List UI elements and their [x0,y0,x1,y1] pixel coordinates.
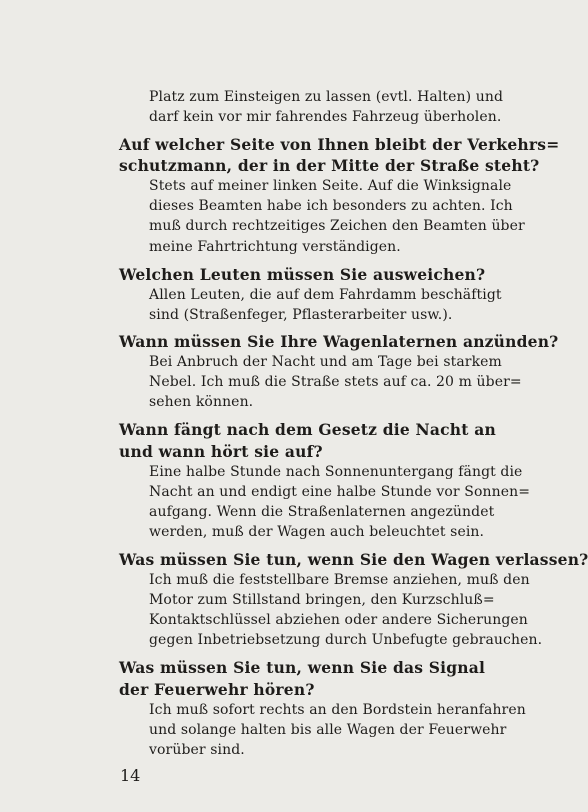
answer-line: Eine halbe Stunde nach Sonnenuntergang fängt die [149,464,523,480]
answer-line: Motor zum Stillstand bringen, den Kurzschluß= [149,592,495,608]
answer-line: gegen Inbetriebsetzung durch Unbefugte gebrauchen. [149,632,543,648]
answer-line: sind (Straßenfeger, Pflasterarbeiter usw.). [149,307,453,323]
answer-line: und solange halten bis alle Wagen der Feuerwehr [149,722,507,738]
question-line: schutzmann, der in der Mitte der Straße steht? [119,156,540,175]
question-line: der Feuerwehr hören? [119,680,315,699]
answer-line: Stets auf meiner linken Seite. Auf die Winksignale [149,178,512,194]
question-line: Auf welcher Seite von Ihnen bleibt der Verkehrs= [119,135,560,154]
page-number: 14 [120,766,141,785]
question-line: und wann hört sie auf? [119,442,323,461]
answer-line: muß durch rechtzeitiges Zeichen den Beamten über [149,218,525,234]
answer-line: Ich muß die feststellbare Bremse anziehen, muß den [149,572,530,588]
answer-line: Bei Anbruch der Nacht und am Tage bei starkem [149,354,502,370]
answer-line: aufgang. Wenn die Straßenlaternen angezündet [149,504,495,520]
answer-line: Allen Leuten, die auf dem Fahrdamm beschäftigt [149,287,502,303]
answer-line: darf kein vor mir fahrendes Fahrzeug überholen. [149,109,502,125]
answer-line: dieses Beamten habe ich besonders zu achten. Ich [149,198,513,214]
answer-line: Nebel. Ich muß die Straße stets auf ca. 20 m über= [149,374,522,390]
question-line: Wann müssen Sie Ihre Wagenlaternen anzünden? [119,332,559,351]
question-line: Wann fängt nach dem Gesetz die Nacht an [119,420,496,439]
answer-line: werden, muß der Wagen auch beleuchtet sein. [149,524,485,540]
answer-line: sehen können. [149,394,254,410]
answer-line: Platz zum Einsteigen zu lassen (evtl. Halten) und [149,89,504,105]
answer-line: Nacht an und endigt eine halbe Stunde vor Sonnen= [149,484,531,500]
answer-line: Kontaktschlüssel abziehen oder andere Sicherungen [149,612,528,628]
answer-line: Ich muß sofort rechts an den Bordstein heranfahren [149,702,526,718]
answer-line: meine Fahrtrichtung verständigen. [149,239,401,255]
answer-line: vorüber sind. [149,742,245,758]
question-line: Welchen Leuten müssen Sie ausweichen? [119,265,486,284]
question-line: Was müssen Sie tun, wenn Sie den Wagen verlassen? [119,550,588,569]
question-line: Was müssen Sie tun, wenn Sie das Signal [119,658,486,677]
